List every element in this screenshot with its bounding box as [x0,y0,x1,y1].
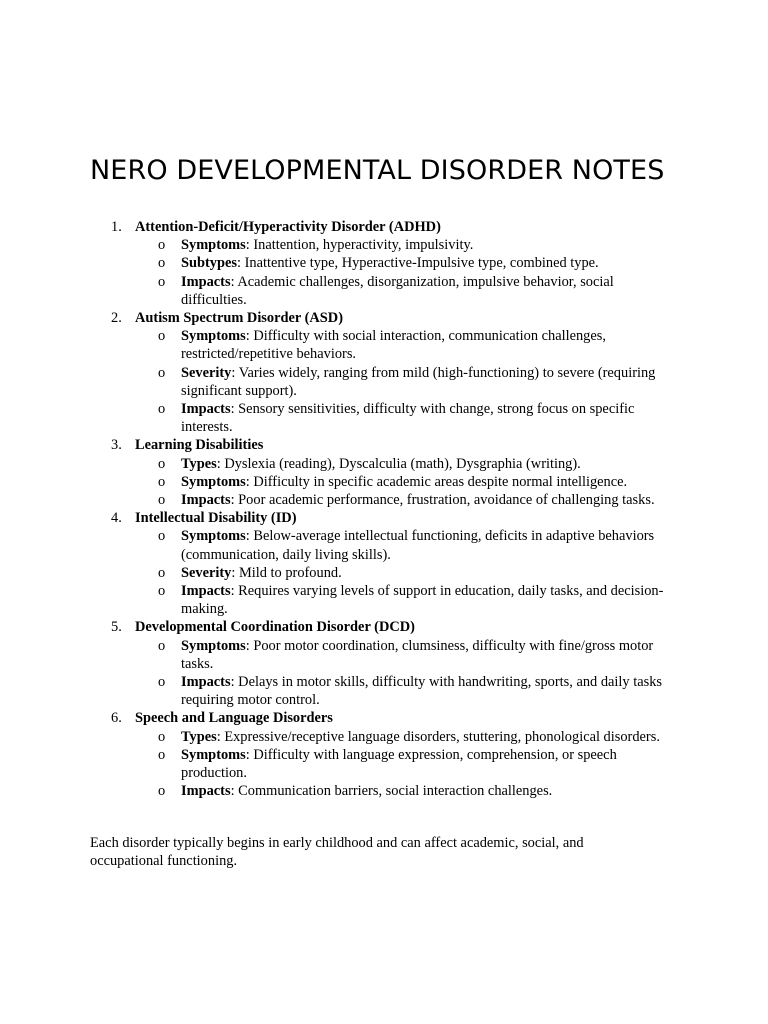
detail-list [135,455,768,510]
bullet-icon: o [158,783,166,800]
detail-term: Subtypes [181,255,237,272]
detail-list [135,527,768,618]
bullet-icon: o [158,746,166,763]
detail-item [135,400,768,436]
list-number: 5. [111,619,122,636]
detail-item [135,746,768,782]
detail-text: : Poor motor coordination, clumsiness, difficulty with fine/gross motor tasks. [181,637,654,672]
detail-term: Symptoms [181,637,246,654]
bullet-icon: o [158,528,166,545]
detail-item [135,782,768,800]
detail-term: Types [181,728,217,745]
detail-item [135,637,768,673]
bullet-icon: o [158,364,166,381]
bullet-icon: o [158,401,166,418]
bullet-icon: o [158,728,166,745]
detail-item [135,273,768,309]
list-number: 6. [111,710,122,727]
bullet-icon: o [158,583,166,600]
bullet-icon: o [158,674,166,691]
detail-item [135,236,768,254]
detail-text: : Mild to profound. [231,564,342,581]
bullet-icon: o [158,255,166,272]
disorder-title: Speech and Language Disorders [135,710,333,727]
list-number: 1. [111,219,122,235]
disorder-list [0,218,768,801]
detail-text: : Requires varying levels of support in education, daily tasks, and decision-making. [181,583,664,618]
bullet-icon: o [158,473,166,490]
detail-term: Symptoms [181,328,246,345]
disorder-title: Developmental Coordination Disorder (DCD) [135,619,415,636]
detail-list [135,327,768,436]
detail-text: : Inattentive type, Hyperactive-Impulsive type, combined type. [237,255,599,272]
detail-text: : Sensory sensitivities, difficulty with change, strong focus on specific interests. [181,401,635,436]
detail-text: : Poor academic performance, frustration, avoidance of challenging tasks. [230,492,655,509]
detail-item [135,327,768,363]
detail-term: Types [181,455,217,472]
detail-term: Symptoms [181,473,246,490]
detail-text: : Difficulty in specific academic areas despite normal intelligence. [245,473,628,490]
detail-item [135,728,768,746]
detail-term: Impacts [181,674,231,691]
bullet-icon: o [158,492,166,509]
detail-term: Impacts [181,783,231,800]
bullet-icon: o [158,273,166,290]
detail-text: : Difficulty with language expression, comprehension, or speech production. [181,746,617,782]
detail-term: Symptoms [181,528,246,545]
disorder-title: Intellectual Disability (ID) [135,510,297,527]
disorder-title: Learning Disabilities [135,437,264,454]
disorder-item [0,509,768,618]
detail-item [135,673,768,709]
detail-term: Impacts [181,401,231,418]
bullet-icon: o [158,637,166,654]
disorder-item [0,218,768,309]
bullet-icon: o [158,564,166,581]
detail-list [135,728,768,801]
detail-item [135,491,768,509]
detail-item [135,455,768,473]
disorder-title: Attention-Deficit/Hyperactivity Disorder (ADHD) [135,219,441,235]
detail-term: Impacts [181,492,231,509]
disorder-item [0,618,768,709]
detail-text: : Academic challenges, disorganization, impulsive behavior, social difficulties. [181,273,614,308]
bullet-icon: o [158,237,166,254]
detail-text: : Delays in motor skills, difficulty with handwriting, sports, and daily tasks requiring motor control. [181,674,662,709]
detail-text: : Varies widely, ranging from mild (high-functioning) to severe (requiring significant support). [181,364,656,399]
detail-item [135,564,768,582]
detail-term: Symptoms [181,237,246,254]
detail-text: : Below-average intellectual functioning, deficits in adaptive behaviors (communication, daily living skills). [181,528,655,563]
detail-item [135,473,768,491]
detail-text: : Difficulty with social interaction, communication challenges, restricted/repetitive behaviors. [181,328,606,363]
list-number: 4. [111,510,122,527]
detail-term: Symptoms [181,746,246,763]
disorder-item [0,709,768,800]
summary-paragraph: Each disorder typically begins in early childhood and can affect academic, social, and occupational functioning. [90,835,584,870]
detail-text: : Expressive/receptive language disorders, stuttering, phonological disorders. [216,728,660,745]
detail-item [135,527,768,563]
bullet-icon: o [158,455,166,472]
detail-text: : Communication barriers, social interaction challenges. [230,783,553,800]
detail-term: Severity [181,364,232,381]
list-number: 3. [111,437,122,454]
detail-item [135,254,768,272]
page-title: NERO DEVELOPMENTAL DISORDER NOTES [90,155,665,186]
list-number: 2. [111,310,122,327]
disorder-item [0,436,768,509]
detail-item [135,364,768,400]
detail-text: : Dyslexia (reading), Dyscalculia (math), Dysgraphia (writing). [216,455,581,472]
detail-text: : Inattention, hyperactivity, impulsivity. [245,237,474,254]
detail-term: Severity [181,564,232,581]
detail-list [135,236,768,309]
detail-term: Impacts [181,273,231,290]
disorder-title: Autism Spectrum Disorder (ASD) [135,310,343,327]
bullet-icon: o [158,328,166,345]
detail-item [135,582,768,618]
disorder-item [0,309,768,436]
detail-list [135,637,768,710]
detail-term: Impacts [181,583,231,600]
